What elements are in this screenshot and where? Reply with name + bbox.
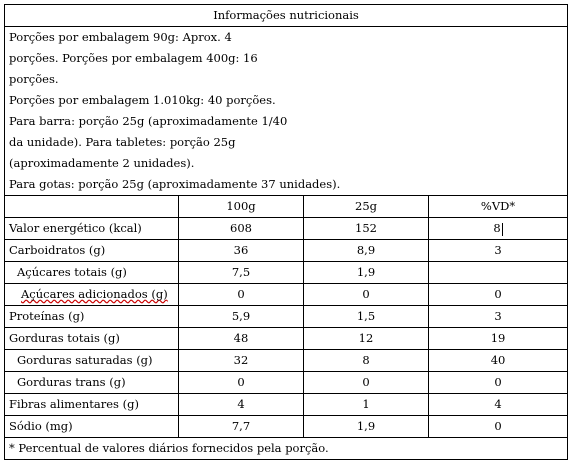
value-100g[interactable]: 36 — [179, 240, 304, 262]
column-header[interactable]: 25g — [304, 196, 429, 218]
value-100g[interactable]: 4 — [179, 394, 304, 416]
row-label[interactable]: Açúcares totais (g) — [5, 262, 179, 284]
value-25g[interactable]: 1 — [304, 394, 429, 416]
serving-info-row — [5, 27, 568, 196]
row-label[interactable]: Gorduras trans (g) — [5, 372, 179, 394]
value-100g[interactable]: 0 — [179, 284, 304, 306]
table-row — [5, 284, 568, 306]
value-vd[interactable]: 4 — [429, 394, 568, 416]
header-blank-cell[interactable] — [5, 196, 179, 218]
value-vd[interactable]: 3 — [429, 240, 568, 262]
table-row — [5, 218, 568, 240]
serving-line: porções. — [9, 72, 59, 86]
serving-line: Para gotas: porção 25g (aproximadamente 37 unidades). — [9, 177, 341, 191]
value-100g[interactable]: 7,7 — [179, 416, 304, 438]
column-header[interactable]: 100g — [179, 196, 304, 218]
value-100g[interactable]: 608 — [179, 218, 304, 240]
serving-line: porções. Porções por embalagem 400g: 16 — [9, 51, 258, 65]
value-25g[interactable]: 0 — [304, 372, 429, 394]
title-row — [5, 5, 568, 27]
value-vd[interactable]: 19 — [429, 328, 568, 350]
value-25g[interactable]: 152 — [304, 218, 429, 240]
serving-line: Porções por embalagem 90g: Aprox. 4 — [9, 30, 232, 44]
nutrition-table — [4, 4, 568, 460]
footnote[interactable]: * Percentual de valores diários fornecidos pela porção. — [5, 438, 568, 460]
table-row — [5, 416, 568, 438]
nutrition-facts-document — [4, 4, 567, 455]
row-label[interactable]: Gorduras saturadas (g) — [5, 350, 179, 372]
header-row — [5, 196, 568, 218]
value-vd[interactable]: 40 — [429, 350, 568, 372]
value-25g[interactable]: 0 — [304, 284, 429, 306]
row-label[interactable]: Açúcares adicionados (g) — [5, 284, 179, 306]
value-vd[interactable]: 0 — [429, 284, 568, 306]
serving-line: Para barra: porção 25g (aproximadamente 1/40 — [9, 114, 288, 128]
value-25g[interactable]: 8 — [304, 350, 429, 372]
value-100g[interactable]: 0 — [179, 372, 304, 394]
table-row — [5, 240, 568, 262]
row-label[interactable]: Gorduras totais (g) — [5, 328, 179, 350]
row-label[interactable]: Valor energético (kcal) — [5, 218, 179, 240]
value-100g[interactable]: 7,5 — [179, 262, 304, 284]
row-label[interactable]: Carboidratos (g) — [5, 240, 179, 262]
serving-line: da unidade). Para tabletes: porção 25g — [9, 135, 236, 149]
table-row — [5, 350, 568, 372]
value-100g[interactable]: 48 — [179, 328, 304, 350]
value-100g[interactable]: 5,9 — [179, 306, 304, 328]
row-label[interactable]: Proteínas (g) — [5, 306, 179, 328]
value-vd[interactable]: 0 — [429, 372, 568, 394]
table-row — [5, 372, 568, 394]
column-header[interactable]: %VD* — [429, 196, 568, 218]
value-vd[interactable]: 8 — [429, 218, 568, 240]
footnote-row — [5, 438, 568, 460]
value-vd[interactable] — [429, 262, 568, 284]
value-25g[interactable]: 1,5 — [304, 306, 429, 328]
text-cursor — [502, 223, 503, 236]
table-row — [5, 328, 568, 350]
table-row — [5, 306, 568, 328]
value-25g[interactable]: 1,9 — [304, 262, 429, 284]
table-title: Informações nutricionais — [5, 5, 568, 27]
value-100g[interactable]: 32 — [179, 350, 304, 372]
row-label[interactable]: Sódio (mg) — [5, 416, 179, 438]
value-vd[interactable]: 3 — [429, 306, 568, 328]
value-25g[interactable]: 8,9 — [304, 240, 429, 262]
table-row — [5, 262, 568, 284]
value-vd[interactable]: 0 — [429, 416, 568, 438]
row-label[interactable]: Fibras alimentares (g) — [5, 394, 179, 416]
serving-line: Porções por embalagem 1.010kg: 40 porções. — [9, 93, 276, 107]
serving-info-cell[interactable] — [5, 27, 568, 196]
value-25g[interactable]: 1,9 — [304, 416, 429, 438]
serving-line: (aproximadamente 2 unidades). — [9, 156, 195, 170]
value-25g[interactable]: 12 — [304, 328, 429, 350]
table-row — [5, 394, 568, 416]
